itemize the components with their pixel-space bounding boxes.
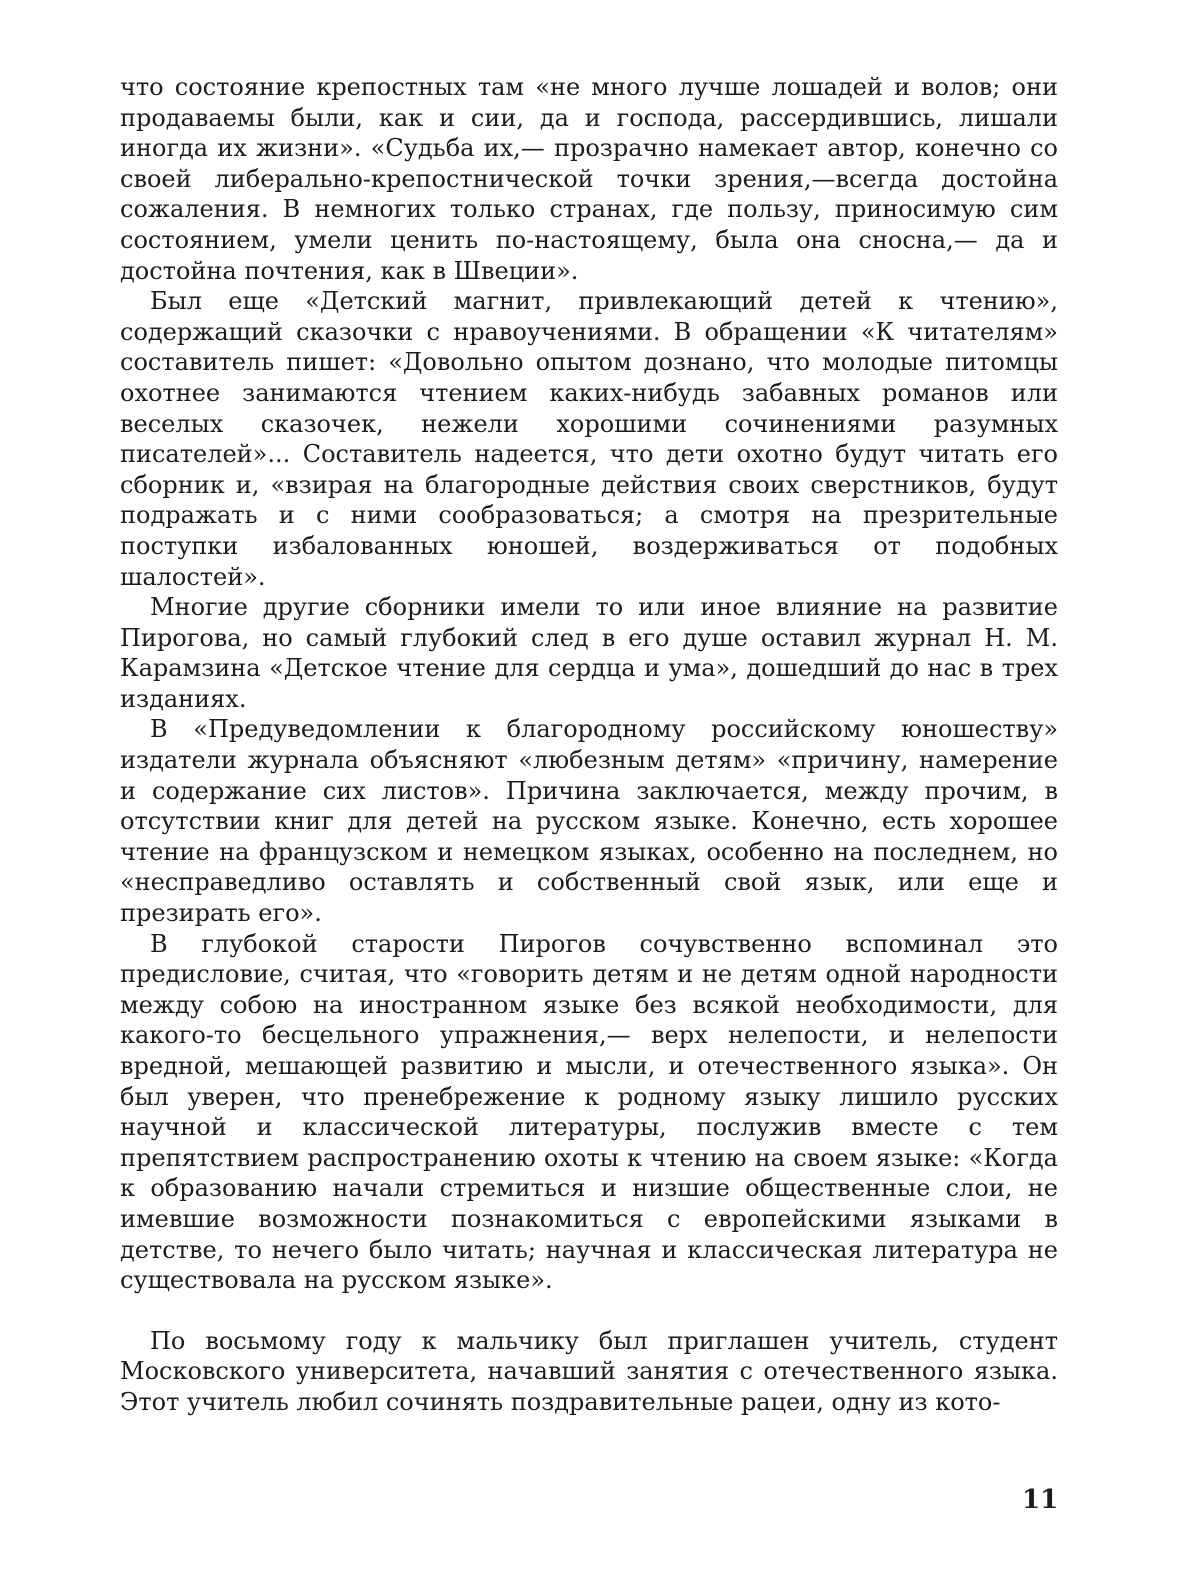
paragraph-2: Был еще «Детский магнит, привлекающий детей к чтению», содержащий сказочки с нравоучениями. В обращении «К читателям» составитель пишет: «Довольно опытом дознано, что молодые питомцы охотнее занимаются чтением каких-нибудь забавных романов или веселых сказочек, нежели хорошими сочинениями разумных писателей»... Составитель надеется, что дети охотно будут читать его сборник и, «взирая на благородные действия своих сверстников, будут подражать и с ними сообразоваться; а смотря на презрительные поступки избалованных юношей, воздерживаться от подобных шалостей». <box>120 287 1058 591</box>
paragraph-3: Многие другие сборники имели то или иное влияние на развитие Пирогова, но самый глубокий след в его душе оставил журнал Н. М. Карамзина «Детское чтение для сердца и ума», дошедший до нас в трех изданиях. <box>120 593 1058 713</box>
body-text <box>120 72 1058 1418</box>
page-number: 11 <box>1022 1485 1059 1515</box>
paragraph-1: что состояние крепостных там «не много лучше лошадей и волов; они продаваемы были, как и сии, да и господа, рассердившись, лишали иногда их жизни». «Судьба их,— прозрачно намекает автор, конечно со своей либерально-крепостнической точки зрения,—всегда достойна сожаления. В немногих только странах, где пользу, приносимую сим состоянием, умели ценить по-настоящему, была она сносна,— да и достойна почтения, как в Швеции». <box>120 73 1058 285</box>
paragraph-6: По восьмому году к мальчику был приглашен учитель, студент Московского университета, начавший занятия с отечественного языка. Этот учитель любил сочинять поздравительные рацеи, одну из кото- <box>120 1326 1058 1416</box>
paragraph-5: В глубокой старости Пирогов сочувственно вспоминал это предисловие, считая, что «говорить детям и не детям одной народности между собою на иностранном языке без всякой необходимости, для какого-то бесцельного упражнения,— верх нелепости, и нелепости вредной, мешающей развитию и мысли, и отечественного языка». Он был уверен, что пренебрежение к родному языку лишило русских научной и классической литературы, послужив вместе с тем препятствием распространению охоты к чтению на своем языке: «Когда к образованию начали стремиться и низшие общественные слои, не имевшие возможности познакомиться с европейскими языками в детстве, то нечего было читать; научная и классическая литература не существовала на русском языке». <box>120 929 1058 1295</box>
paragraph-4: В «Предуведомлении к благородному российскому юношеству» издатели журнала объясняют «любезным детям» «причину, намерение и содержание сих листов». Причина заключается, между прочим, в отсутствии книг для детей на русском языке. Конечно, есть хорошее чтение на французском и немецком языках, особенно на последнем, но «несправедливо оставлять и собственный свой язык, или еще и презирать его». <box>120 715 1058 928</box>
